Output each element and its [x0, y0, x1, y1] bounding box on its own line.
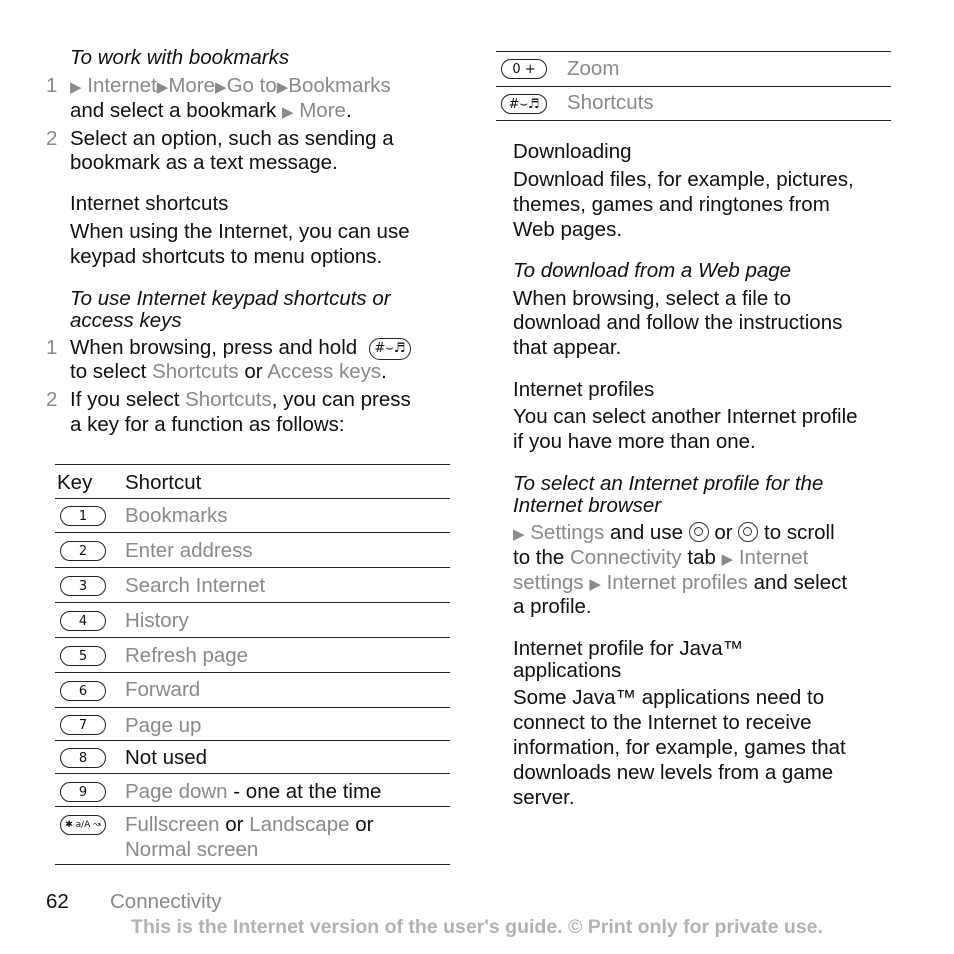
- step-text: [70, 388, 411, 413]
- shortcut-link: Fullscreen: [125, 813, 220, 836]
- menu-link-internet-profiles: Internet profiles: [606, 571, 748, 594]
- shortcut-label: Forward: [125, 678, 201, 701]
- step-text-part: and use: [610, 521, 683, 544]
- key-8-icon: 8: [60, 748, 106, 768]
- shortcut-label: [125, 780, 381, 805]
- shortcut-label: Enter address: [125, 539, 253, 562]
- paragraph-line: information, for example, games that: [513, 736, 846, 759]
- shortcut-suffix: - one at the time: [227, 780, 382, 803]
- menu-link-bookmarks: Bookmarks: [288, 74, 391, 97]
- step-text: [70, 360, 387, 385]
- paragraph-line: Web pages.: [513, 218, 623, 241]
- bookmarks-path: [70, 74, 391, 101]
- punctuation: .: [381, 360, 387, 383]
- step-text-part: and select a bookmark: [70, 99, 277, 122]
- step-number: 2: [46, 388, 58, 411]
- arrow-icon: ▶: [721, 551, 734, 568]
- paragraph-line: Download files, for example, pictures,: [513, 168, 854, 191]
- download-web-heading: To download from a Web page: [513, 259, 792, 282]
- paragraph-line: keypad shortcuts to menu options.: [70, 245, 383, 268]
- arrow-icon: ▶: [276, 79, 289, 96]
- step-text: [513, 521, 835, 548]
- bookmarks-heading: To work with bookmarks: [70, 46, 290, 69]
- paragraph-line: downloads new levels from a game: [513, 761, 834, 784]
- table-rule: [496, 86, 891, 87]
- step-number: 2: [46, 127, 58, 150]
- table-rule: [55, 464, 450, 465]
- paragraph-line: You can select another Internet profile: [513, 405, 858, 428]
- step-text-part: to scroll: [764, 521, 835, 544]
- table-rule: [55, 707, 450, 708]
- arrow-icon: ▶: [513, 526, 525, 543]
- table-rule: [55, 806, 450, 807]
- shortcut-text: or: [225, 813, 244, 836]
- step-number: 1: [46, 336, 58, 359]
- menu-link-shortcuts: Shortcuts: [185, 388, 272, 411]
- section-name: Connectivity: [110, 890, 222, 913]
- table-rule: [55, 773, 450, 774]
- keypad-heading: access keys: [70, 309, 182, 332]
- key-9-icon: 9: [60, 782, 106, 802]
- step-text: a key for a function as follows:: [70, 413, 345, 436]
- table-header-shortcut: Shortcut: [125, 471, 202, 494]
- paragraph-line: download and follow the instructions: [513, 311, 843, 334]
- footer-notice: This is the Internet version of the user's guide. © Print only for private use.: [131, 916, 823, 938]
- shortcut-label: Search Internet: [125, 574, 266, 597]
- downloading-heading: Downloading: [513, 140, 632, 163]
- profiles-heading: Internet profiles: [513, 378, 655, 401]
- table-header-key: Key: [57, 471, 93, 494]
- paragraph-line: connect to the Internet to receive: [513, 711, 812, 734]
- shortcut-label: Page up: [125, 714, 202, 737]
- menu-link-internet: Internet: [87, 74, 157, 97]
- paragraph-line: that appear.: [513, 336, 622, 359]
- step-text: bookmark as a text message.: [70, 151, 338, 174]
- menu-link-more: More: [168, 74, 216, 97]
- menu-link-settings: Settings: [530, 521, 605, 544]
- arrow-icon: ▶: [156, 79, 169, 96]
- key-3-icon: 3: [60, 576, 106, 596]
- table-rule: [496, 120, 891, 121]
- arrow-icon: ▶: [589, 576, 601, 593]
- key-0-icon: 0 +: [501, 59, 547, 79]
- step-text-part: to select: [70, 360, 147, 383]
- paragraph-line: themes, games and ringtones from: [513, 193, 830, 216]
- key-7-icon: 7: [60, 715, 106, 735]
- step-text-part: to the: [513, 546, 565, 569]
- arrow-icon: ▶: [70, 79, 82, 96]
- paragraph-line: if you have more than one.: [513, 430, 756, 453]
- step-text-part: or: [714, 521, 733, 544]
- step-text: [513, 546, 808, 573]
- step-text: [70, 336, 411, 361]
- shortcut-label: Not used: [125, 746, 208, 769]
- key-4-icon: 4: [60, 611, 106, 631]
- paragraph-line: When browsing, select a file to: [513, 287, 792, 310]
- step-text-part: or: [244, 360, 263, 383]
- step-text-part: If you select: [70, 388, 180, 411]
- paragraph-line: Some Java™ applications need to: [513, 686, 825, 709]
- key-6-icon: 6: [60, 681, 106, 701]
- key-label: Zoom: [567, 57, 620, 80]
- star-key-icon: ✱ a/A ↝: [60, 815, 106, 835]
- select-profile-heading: To select an Internet profile for the: [513, 472, 824, 495]
- arrow-icon: ▶: [215, 79, 227, 96]
- table-rule: [55, 637, 450, 638]
- key-2-icon: 2: [60, 541, 106, 561]
- step-text: a profile.: [513, 595, 592, 618]
- shortcut-link: Page down: [125, 780, 228, 803]
- navigation-key-icon: [689, 522, 709, 542]
- java-heading: applications: [513, 659, 622, 682]
- table-rule: [55, 672, 450, 673]
- paragraph-line: When using the Internet, you can use: [70, 220, 410, 243]
- shortcut-label: [125, 813, 373, 838]
- navigation-key-icon: [738, 522, 758, 542]
- menu-link-connectivity: Connectivity: [570, 546, 682, 569]
- menu-link-internet: Internet: [738, 546, 809, 569]
- key-label: Shortcuts: [567, 91, 654, 114]
- shortcut-label: Refresh page: [125, 644, 249, 667]
- step-text-part: and select: [753, 571, 848, 594]
- arrow-icon: ▶: [281, 104, 294, 121]
- shortcut-link: Landscape: [249, 813, 350, 836]
- step-number: 1: [46, 74, 58, 97]
- shortcut-label: History: [125, 609, 189, 632]
- menu-link-settings: settings: [513, 571, 584, 594]
- paragraph-line: server.: [513, 786, 575, 809]
- page-number: 62: [46, 890, 69, 913]
- table-rule: [55, 740, 450, 741]
- shortcut-text: or: [355, 813, 374, 836]
- table-rule: [55, 864, 450, 865]
- step-text-part: When browsing, press and hold: [70, 336, 358, 359]
- step-text: [513, 571, 847, 598]
- java-heading: Internet profile for Java™: [513, 637, 744, 660]
- step-text: [70, 99, 352, 126]
- menu-link-goto: Go to: [226, 74, 277, 97]
- select-profile-heading: Internet browser: [513, 494, 662, 517]
- table-rule: [55, 602, 450, 603]
- hash-key-icon: #⌣♬: [369, 338, 411, 360]
- menu-link-shortcuts: Shortcuts: [152, 360, 239, 383]
- keypad-heading: To use Internet keypad shortcuts or: [70, 287, 391, 310]
- table-rule: [55, 567, 450, 568]
- step-text-part: , you can press: [271, 388, 411, 411]
- punctuation: .: [345, 99, 352, 122]
- shortcuts-heading: Internet shortcuts: [70, 192, 229, 215]
- step-text: Select an option, such as sending a: [70, 127, 394, 150]
- step-text-part: tab: [687, 546, 716, 569]
- table-rule: [55, 498, 450, 499]
- shortcut-label: Bookmarks: [125, 504, 228, 527]
- shortcut-link: Normal screen: [125, 838, 259, 861]
- menu-link-access-keys: Access keys: [267, 360, 382, 383]
- menu-link-more: More: [299, 99, 346, 122]
- table-rule: [55, 532, 450, 533]
- key-5-icon: 5: [60, 646, 106, 666]
- hash-key-icon: #⌣♬: [501, 94, 547, 114]
- key-1-icon: 1: [60, 506, 106, 526]
- table-rule: [496, 51, 891, 52]
